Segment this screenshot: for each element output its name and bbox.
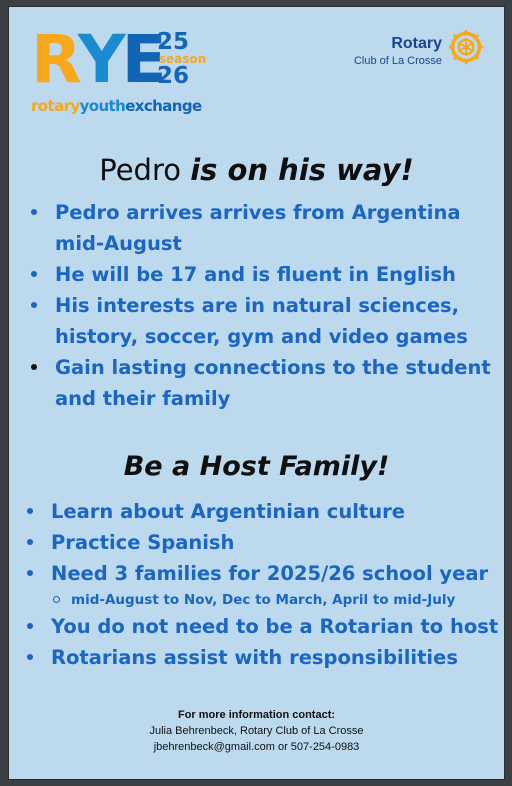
rotary-wheel-icon	[448, 29, 484, 65]
season-year-start: 25	[157, 29, 190, 55]
list-item	[51, 527, 501, 558]
season-word: season	[159, 52, 207, 66]
hollow-bullet-icon	[53, 596, 60, 603]
pedro-heading-tagline: is on his way!	[190, 153, 414, 187]
rye-tagline	[31, 97, 202, 115]
contact-name: Julia Behrenbeck, Rotary Club of La Crosse	[149, 725, 364, 737]
list-item	[51, 642, 501, 673]
contact-heading: For more information contact:	[177, 709, 336, 721]
bullet-text: mid-August to Nov, Dec to March, April to mid-July	[71, 592, 456, 608]
list-item	[51, 496, 501, 527]
rotary-club-logo	[344, 27, 484, 77]
host-family-list	[51, 496, 501, 673]
bullet-dot-icon	[27, 654, 33, 660]
rye-letter-e: E	[121, 21, 163, 98]
bullet-dot-icon	[27, 570, 33, 576]
bullet-dot-icon	[31, 271, 37, 277]
rye-letter-r: R	[31, 21, 78, 98]
bullet-text: You do not need to be a Rotarian to host	[51, 615, 499, 638]
bullet-dot-icon	[31, 209, 37, 215]
pedro-heading	[9, 153, 504, 187]
season-label	[157, 31, 217, 87]
bullet-text: He will be 17 and is fluent in English	[55, 263, 456, 286]
rye-letters	[31, 21, 163, 98]
bullet-text: Gain lasting connections to the student and their family	[55, 356, 491, 410]
tagline-exchange: exchange	[125, 97, 202, 115]
bullet-text: Pedro arrives arrives from Argentina mid-August	[55, 201, 461, 255]
list-item	[51, 558, 501, 589]
rye-logo	[31, 21, 221, 122]
rye-letter-y: Y	[77, 21, 122, 98]
contact-details: jbehrenbeck@gmail.com or 507-254-0983	[153, 741, 360, 753]
bullet-text: Learn about Argentinian culture	[51, 500, 405, 523]
bullet-dot-icon	[27, 623, 33, 629]
list-item	[51, 611, 501, 642]
bullet-dot-icon	[27, 508, 33, 514]
tagline-rotary: rotary	[31, 97, 80, 115]
pedro-heading-name: Pedro	[99, 153, 191, 187]
list-item	[55, 259, 495, 290]
bullet-dot-icon	[31, 364, 37, 370]
season-year-end: 26	[157, 63, 190, 89]
bullet-dot-icon	[31, 302, 37, 308]
list-item	[55, 197, 495, 259]
flyer-poster	[8, 6, 505, 780]
contact-info	[9, 707, 504, 755]
list-item	[55, 352, 495, 414]
bullet-text: Need 3 families for 2025/26 school year	[51, 562, 489, 585]
student-info-list	[55, 197, 495, 414]
rotary-club-name: Club of La Crosse	[353, 55, 442, 67]
rotary-name: Rotary	[391, 35, 442, 52]
bullet-text: Rotarians assist with responsibilities	[51, 646, 458, 669]
sub-list-item	[71, 589, 501, 611]
bullet-text: Practice Spanish	[51, 531, 235, 554]
list-item	[55, 290, 495, 352]
bullet-dot-icon	[27, 539, 33, 545]
tagline-youth: youth	[79, 97, 126, 115]
bullet-text: His interests are in natural sciences, history, soccer, gym and video games	[55, 294, 468, 348]
host-family-heading: Be a Host Family!	[123, 451, 390, 482]
